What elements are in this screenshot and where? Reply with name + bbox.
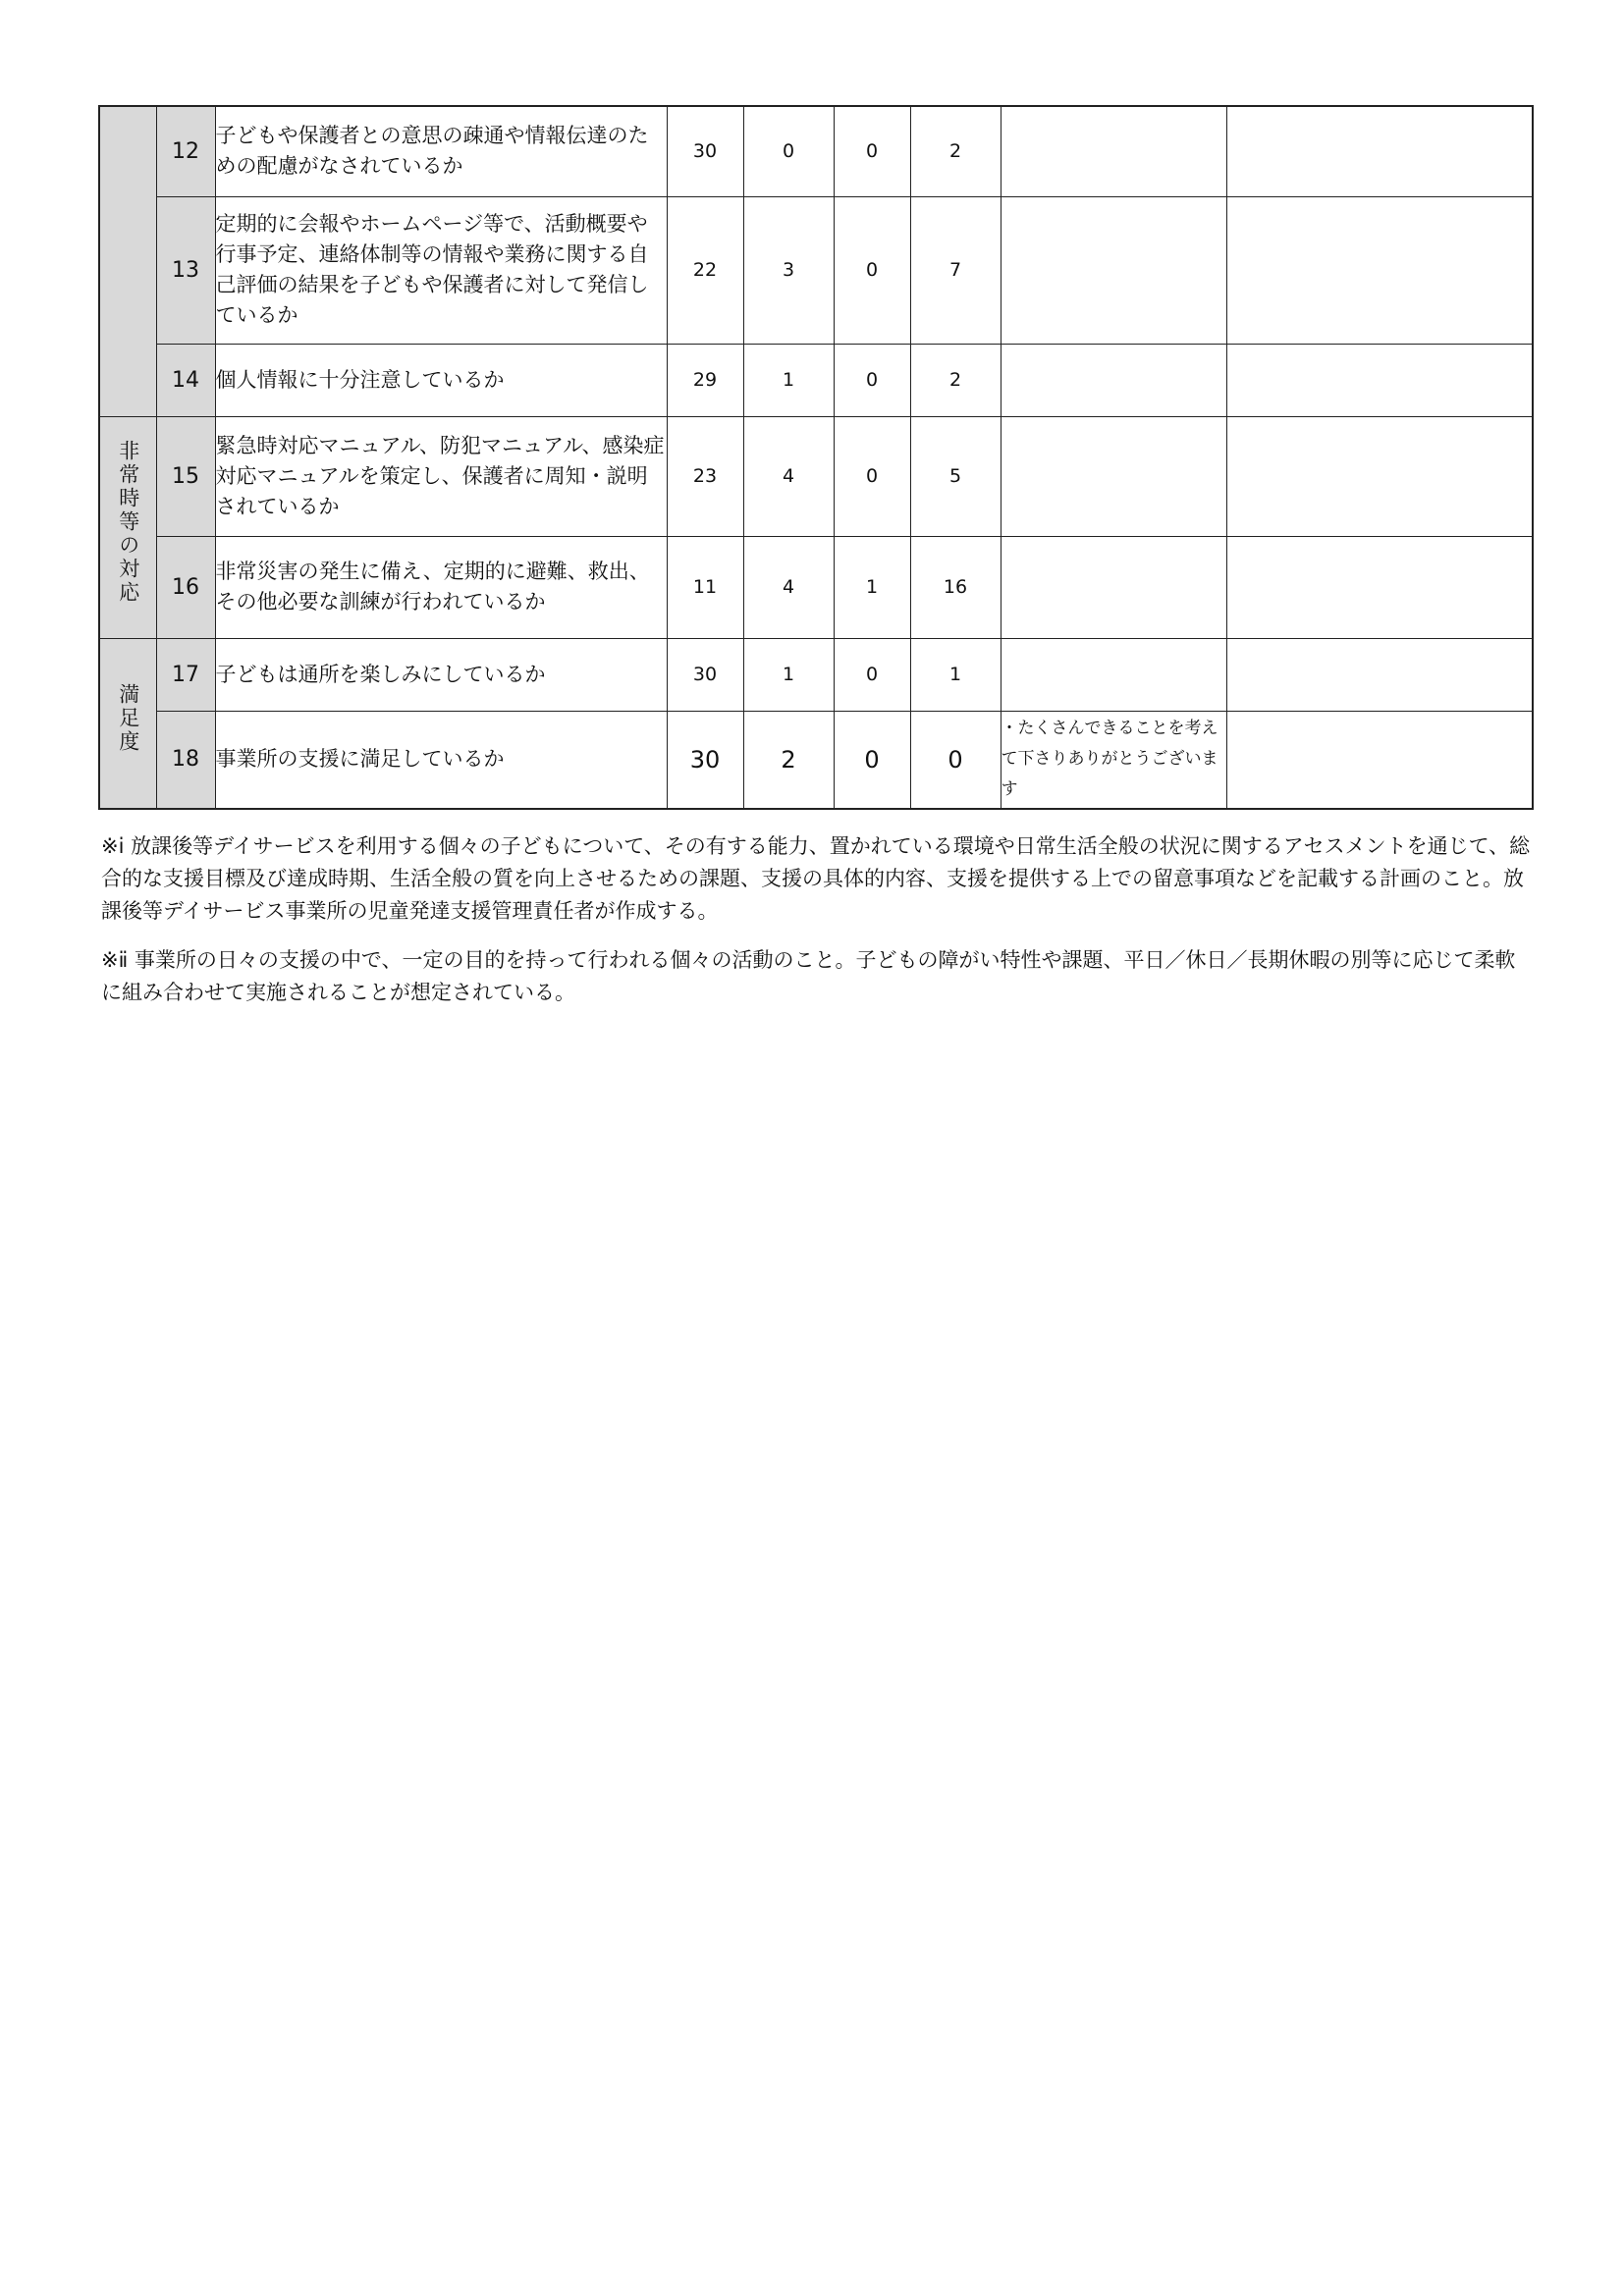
response-cell — [1226, 416, 1533, 536]
count-partly: 4 — [743, 416, 834, 536]
table-row — [99, 196, 1533, 344]
count-yes: 30 — [667, 711, 743, 809]
comment-cell — [1001, 416, 1226, 536]
count-partly: 1 — [743, 344, 834, 416]
question-number: 13 — [156, 196, 215, 344]
count-partly: 1 — [743, 638, 834, 711]
category-satisfaction — [99, 638, 156, 809]
question-number: 14 — [156, 344, 215, 416]
comment-cell — [1001, 536, 1226, 638]
category-emergency — [99, 416, 156, 638]
count-yes: 30 — [667, 638, 743, 711]
comment-cell — [1001, 344, 1226, 416]
response-cell — [1226, 344, 1533, 416]
question-number: 16 — [156, 536, 215, 638]
question-text: 子どもは通所を楽しみにしているか — [215, 638, 667, 711]
count-unknown: 1 — [910, 638, 1001, 711]
table-row — [99, 638, 1533, 711]
question-text: 個人情報に十分注意しているか — [215, 344, 667, 416]
question-text: 子どもや保護者との意思の疎通や情報伝達のための配慮がなされているか — [215, 106, 667, 196]
question-text: 非常災害の発生に備え、定期的に避難、救出、その他必要な訓練が行われているか — [215, 536, 667, 638]
count-unknown: 2 — [910, 106, 1001, 196]
count-unknown: 2 — [910, 344, 1001, 416]
count-no: 0 — [834, 344, 910, 416]
count-no: 0 — [834, 196, 910, 344]
response-cell — [1226, 196, 1533, 344]
table-row — [99, 416, 1533, 536]
response-cell — [1226, 106, 1533, 196]
count-partly: 3 — [743, 196, 834, 344]
table-row — [99, 536, 1533, 638]
question-number: 18 — [156, 711, 215, 809]
count-unknown: 5 — [910, 416, 1001, 536]
count-unknown: 0 — [910, 711, 1001, 809]
response-cell — [1226, 638, 1533, 711]
count-no: 0 — [834, 711, 910, 809]
question-text: 緊急時対応マニュアル、防犯マニュアル、感染症対応マニュアルを策定し、保護者に周知・説明されているか — [215, 416, 667, 536]
response-cell — [1226, 536, 1533, 638]
comment-cell — [1001, 638, 1226, 711]
question-number: 17 — [156, 638, 215, 711]
question-text: 定期的に会報やホームページ等で、活動概要や行事予定、連絡体制等の情報や業務に関する自己評価の結果を子どもや保護者に対して発信しているか — [215, 196, 667, 344]
response-cell — [1226, 711, 1533, 809]
count-no: 0 — [834, 638, 910, 711]
count-partly: 0 — [743, 106, 834, 196]
category-label: 非常時等の対応 — [116, 440, 140, 605]
count-no: 1 — [834, 536, 910, 638]
question-number: 15 — [156, 416, 215, 536]
count-yes: 22 — [667, 196, 743, 344]
count-no: 0 — [834, 106, 910, 196]
count-unknown: 16 — [910, 536, 1001, 638]
comment-cell — [1001, 196, 1226, 344]
count-unknown: 7 — [910, 196, 1001, 344]
table-row — [99, 344, 1533, 416]
count-partly: 4 — [743, 536, 834, 638]
category-cell-previous — [99, 106, 156, 416]
count-partly: 2 — [743, 711, 834, 809]
count-yes: 29 — [667, 344, 743, 416]
evaluation-table — [98, 105, 1534, 810]
comment-cell: ・たくさんできることを考えて下さりありがとうございます — [1001, 711, 1226, 809]
count-yes: 30 — [667, 106, 743, 196]
question-text: 事業所の支援に満足しているか — [215, 711, 667, 809]
category-label: 満足度 — [116, 682, 140, 754]
table-row — [99, 711, 1533, 809]
count-no: 0 — [834, 416, 910, 536]
footnote-ii: ※ⅱ 事業所の日々の支援の中で、一定の目的を持って行われる個々の活動のこと。子どもの障がい特性や課題、平日／休日／長期休暇の別等に応じて柔軟に組み合わせて実施されることが想定されている。 — [101, 948, 1516, 1004]
footnote-i: ※ⅰ 放課後等デイサービスを利用する個々の子どもについて、その有する能力、置かれている環境や日常生活全般の状況に関するアセスメントを通じて、総合的な支援目標及び達成時期、生活全般の質を向上させるための課題、支援の具体的内容、支援を提供する上での留意事項などを記載する計画のこと。放課後等デイサービス事業所の児童発達支援管理責任者が作成する。 — [101, 834, 1531, 923]
count-yes: 23 — [667, 416, 743, 536]
count-yes: 11 — [667, 536, 743, 638]
comment-cell — [1001, 106, 1226, 196]
table-row — [99, 106, 1533, 196]
question-number: 12 — [156, 106, 215, 196]
